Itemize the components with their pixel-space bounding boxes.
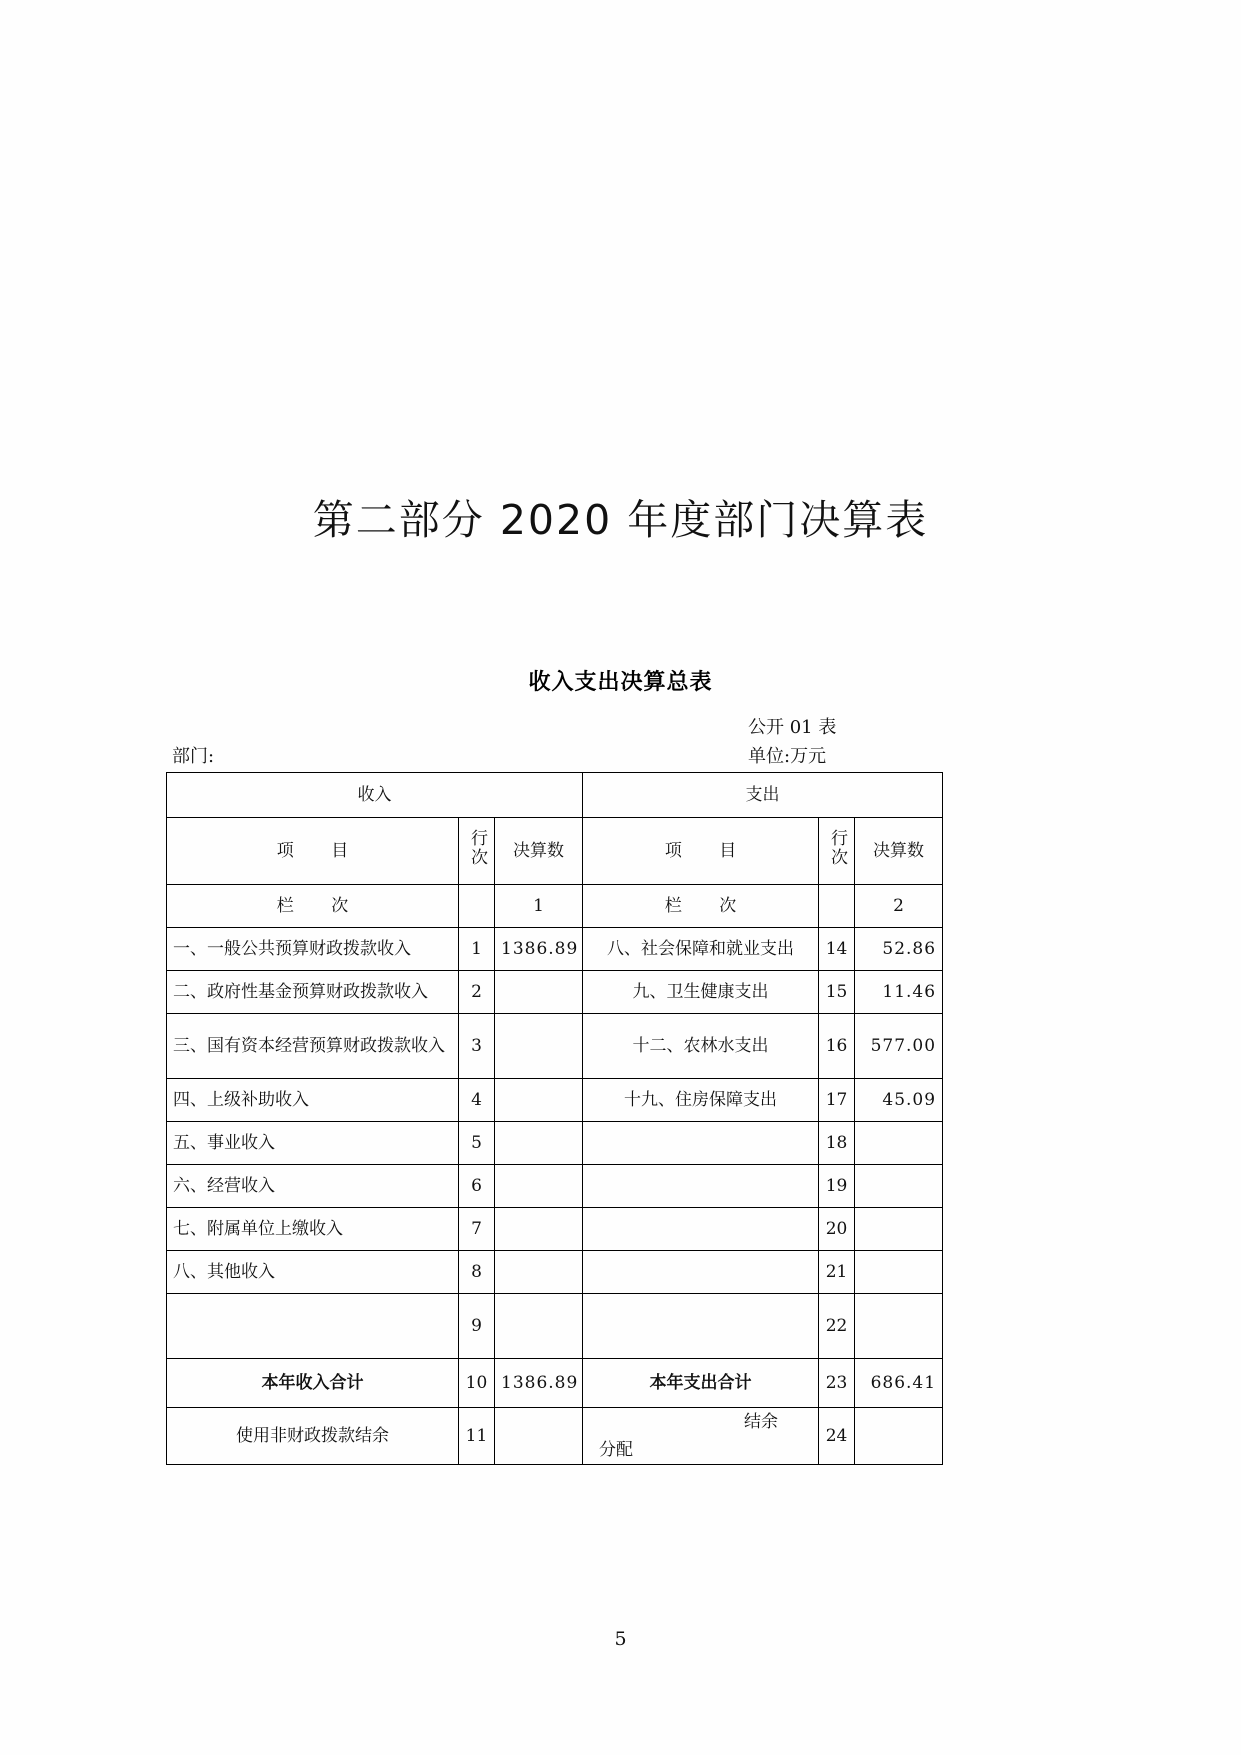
expenditure-value: 52.86: [855, 928, 943, 971]
expenditure-value: 577.00: [855, 1014, 943, 1079]
column-header-item-income: [167, 818, 459, 885]
table-column-header-row: [167, 818, 943, 885]
column-header-rowno-expenditure: [819, 818, 855, 885]
income-value: [495, 1079, 583, 1122]
budget-table-wrapper: [166, 772, 942, 1465]
expenditure-value: [855, 1165, 943, 1208]
expenditure-rowno: 20: [819, 1208, 855, 1251]
column-header-rowno-income: [459, 818, 495, 885]
income-surplus-rowno: 11: [459, 1408, 495, 1465]
expenditure-rowno: 14: [819, 928, 855, 971]
expenditure-value: 45.09: [855, 1079, 943, 1122]
income-surplus-value: [495, 1408, 583, 1465]
income-value: [495, 1294, 583, 1359]
table-row: [167, 1079, 943, 1122]
expenditure-value: [855, 1208, 943, 1251]
expenditure-value: [855, 1294, 943, 1359]
table-row: [167, 1122, 943, 1165]
table-last-row: [167, 1408, 943, 1465]
income-value: [495, 1208, 583, 1251]
lanci-value-income: 1: [495, 885, 583, 928]
income-value: [495, 1165, 583, 1208]
income-total-label: 本年收入合计: [167, 1359, 459, 1408]
part-title: 第二部分 2020 年度部门决算表: [312, 496, 929, 544]
expenditure-value: 11.46: [855, 971, 943, 1014]
income-item: 五、事业收入: [167, 1122, 459, 1165]
expenditure-rowno: 17: [819, 1079, 855, 1122]
income-item: 二、政府性基金预算财政拨款收入: [167, 971, 459, 1014]
lanci-label-income: [167, 885, 459, 928]
income-item: [167, 1294, 459, 1359]
table-row: [167, 1014, 943, 1079]
expenditure-item: [583, 1294, 819, 1359]
income-total-value: 1386.89: [495, 1359, 583, 1408]
lanci-label-expenditure-text: 栏 次: [664, 895, 753, 916]
column-header-rowno-expenditure-text: 行次: [827, 828, 848, 867]
expenditure-surplus-allocation-label: [583, 1408, 819, 1465]
income-total-rowno: 10: [459, 1359, 495, 1408]
column-header-value-income: 决算数: [495, 818, 583, 885]
group-header-income: 收入: [167, 773, 583, 818]
expenditure-item: [583, 1122, 819, 1165]
expenditure-value: [855, 1251, 943, 1294]
expenditure-total-rowno: 23: [819, 1359, 855, 1408]
income-value: [495, 1122, 583, 1165]
column-header-rowno-income-text: 行次: [467, 828, 487, 867]
table-caption: 收入支出决算总表: [528, 669, 713, 695]
income-item: 一、一般公共预算财政拨款收入: [167, 928, 459, 971]
expenditure-item: 九、卫生健康支出: [583, 971, 819, 1014]
form-code-label: 公开 01 表: [748, 717, 837, 738]
income-rowno: 8: [459, 1251, 495, 1294]
expenditure-item: 八、社会保障和就业支出: [583, 928, 819, 971]
income-rowno: 3: [459, 1014, 495, 1079]
expenditure-item: 十九、住房保障支出: [583, 1079, 819, 1122]
lanci-value-expenditure: 2: [855, 885, 943, 928]
group-header-expenditure: 支出: [583, 773, 943, 818]
lanci-rowno-expenditure: [819, 885, 855, 928]
income-rowno: 9: [459, 1294, 495, 1359]
table-row: [167, 928, 943, 971]
table-total-row: [167, 1359, 943, 1408]
income-value: [495, 1251, 583, 1294]
income-rowno: 5: [459, 1122, 495, 1165]
expenditure-surplus-line1: 结余: [744, 1412, 779, 1432]
expenditure-value: [855, 1122, 943, 1165]
column-header-value-expenditure: 决算数: [855, 818, 943, 885]
table-group-header-row: [167, 773, 943, 818]
column-header-item-income-text: 项 目: [276, 840, 365, 861]
table-row: [167, 1208, 943, 1251]
expenditure-item: [583, 1165, 819, 1208]
income-value: [495, 971, 583, 1014]
income-item: 八、其他收入: [167, 1251, 459, 1294]
lanci-label-income-text: 栏 次: [276, 895, 365, 916]
income-item: 四、上级补助收入: [167, 1079, 459, 1122]
expenditure-rowno: 21: [819, 1251, 855, 1294]
income-rowno: 2: [459, 971, 495, 1014]
expenditure-surplus-value: [855, 1408, 943, 1465]
table-row: [167, 971, 943, 1014]
column-header-item-expenditure: [583, 818, 819, 885]
income-item: 六、经营收入: [167, 1165, 459, 1208]
page-number: 5: [614, 1628, 627, 1650]
lanci-rowno-income: [459, 885, 495, 928]
expenditure-rowno: 15: [819, 971, 855, 1014]
expenditure-item: [583, 1251, 819, 1294]
income-rowno: 1: [459, 928, 495, 971]
income-rowno: 7: [459, 1208, 495, 1251]
income-rowno: 4: [459, 1079, 495, 1122]
expenditure-surplus-line2: 分配: [599, 1440, 634, 1460]
expenditure-total-label: 本年支出合计: [583, 1359, 819, 1408]
income-value: 1386.89: [495, 928, 583, 971]
income-rowno: 6: [459, 1165, 495, 1208]
table-row: [167, 1165, 943, 1208]
income-surplus-label: 使用非财政拨款结余: [167, 1408, 459, 1465]
expenditure-surplus-rowno: 24: [819, 1408, 855, 1465]
income-value: [495, 1014, 583, 1079]
table-row: [167, 1251, 943, 1294]
income-item: 七、附属单位上缴收入: [167, 1208, 459, 1251]
expenditure-rowno: 19: [819, 1165, 855, 1208]
expenditure-total-value: 686.41: [855, 1359, 943, 1408]
lanci-label-expenditure: [583, 885, 819, 928]
income-item: 三、国有资本经营预算财政拨款收入: [167, 1014, 459, 1079]
expenditure-item: [583, 1208, 819, 1251]
column-header-item-expenditure-text: 项 目: [664, 840, 753, 861]
table-row: [167, 1294, 943, 1359]
expenditure-rowno: 16: [819, 1014, 855, 1079]
expenditure-item: 十二、农林水支出: [583, 1014, 819, 1079]
income-expenditure-table: [166, 772, 943, 1465]
expenditure-rowno: 18: [819, 1122, 855, 1165]
expenditure-rowno: 22: [819, 1294, 855, 1359]
unit-note-label: 单位:万元: [748, 746, 827, 767]
department-label: 部门:: [172, 746, 215, 767]
table-lanci-row: [167, 885, 943, 928]
